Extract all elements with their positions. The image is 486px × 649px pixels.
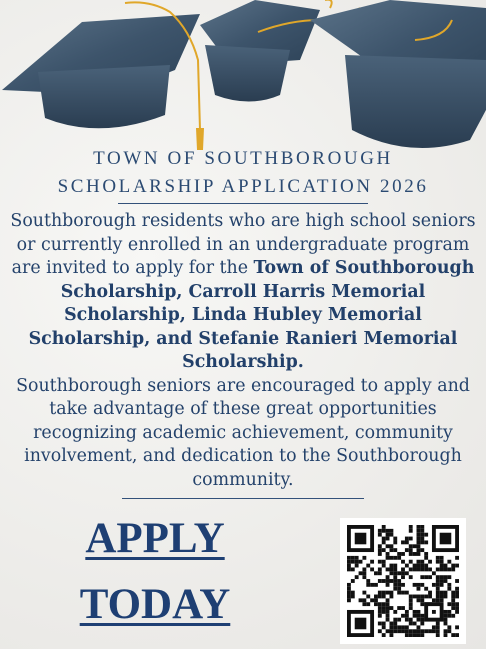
apply-heading-line-2: TODAY [79, 581, 231, 628]
encourage-text: Southborough seniors are encouraged to apply and take advantage of these great opportunities recognizing academic achievement, community involvement, and dedication to the Southborough community. [16, 375, 470, 490]
apply-heading-line-1: APPLY [85, 515, 225, 562]
qr-code-icon [347, 525, 459, 637]
body-text [4, 210, 482, 492]
qr-code[interactable] [340, 518, 466, 644]
bottom-divider [122, 498, 364, 499]
title-line-1: TOWN OF SOUTHBOROUGH [93, 148, 393, 169]
intro-text: Southborough residents who are high school seniors or currently enrolled in an undergraduate program are invited to apply for the [10, 211, 476, 278]
title-line-2: SCHOLARSHIP APPLICATION 2026 [57, 176, 429, 197]
top-divider [118, 203, 368, 204]
graduation-caps-icon [0, 0, 486, 160]
scholarship-names: Town of Southborough Scholarship, Carroll Harris Memorial Scholarship, Linda Hubley Memorial Scholarship, and Stefanie Ranieri Memorial Scholarship. [28, 258, 475, 372]
